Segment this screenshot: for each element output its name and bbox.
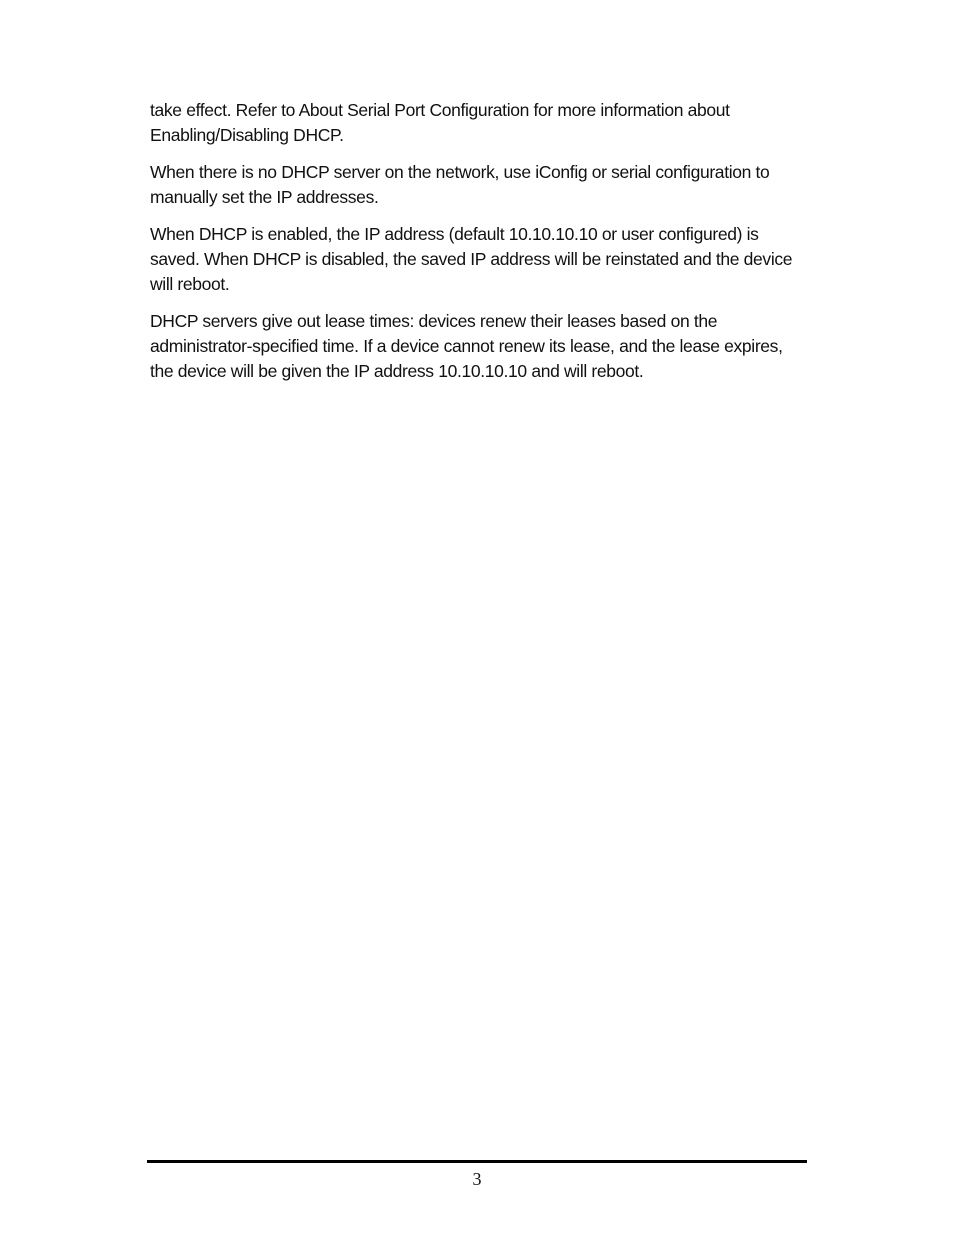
paragraph-dhcp-continuation: take effect. Refer to About Serial Port Configuration for more information about Enabling/Disabling DHCP. [150, 100, 730, 145]
paragraph-no-dhcp-server: When there is no DHCP server on the network, use iConfig or serial configuration to manually set the IP addresses. [150, 162, 770, 207]
paragraph-lease-times: DHCP servers give out lease times: devices renew their leases based on the administrator-specified time. If a device cannot renew its lease, and the lease expires, the device will be given the IP address 10.10.10.10 and will reboot. [150, 311, 783, 381]
body-text [150, 98, 810, 396]
footer-rule [147, 1160, 807, 1163]
paragraph-dhcp-enabled: When DHCP is enabled, the IP address (default 10.10.10.10 or user configured) is saved. When DHCP is disabled, the saved IP address will be reinstated and the device will reboot. [150, 224, 793, 294]
page-number: 3 [472, 1169, 482, 1189]
